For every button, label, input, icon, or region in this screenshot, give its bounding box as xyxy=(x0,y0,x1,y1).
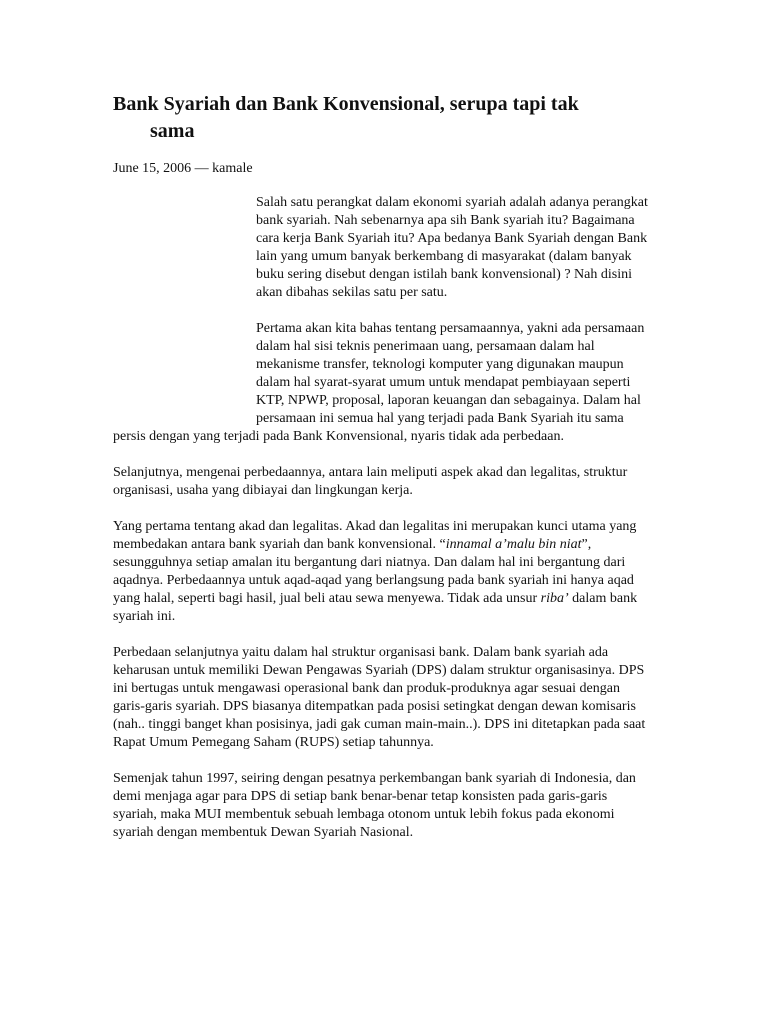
article-byline: June 15, 2006 — kamale xyxy=(113,161,253,176)
paragraph-similarities: Pertama akan kita bahas tentang persamaannya, yakni ada persamaan dalam hal sisi teknis penerimaan uang, persamaan dalam hal mekanisme transfer, teknologi komputer yang digunakan maupun dalam hal syarat-syarat umum untuk mendapat pembiayaan seperti KTP, NPWP, proposal, laporan keuangan dan sebagainya. Dalam hal persamaan ini semua hal yang terjadi pada Bank Syariah itu sama persis dengan yang terjadi pada Bank Konvensional, nyaris tidak ada perbedaan. xyxy=(113,321,645,444)
article-title: Bank Syariah dan Bank Konvensional, serupa tapi tak sama xyxy=(113,93,579,142)
akad-italic-phrase: innamal a’malu bin niat xyxy=(445,537,582,552)
image-placeholder xyxy=(113,194,256,420)
akad-text-c: ”, sesungguhnya setiap amalan itu bergantung dari niatnya. Dan dalam hal ini bergantung dari aqadnya. Perbedaannya untuk aqad-aqad yang berlangsung pada bank syariah ini hanya aqad yang halal, seperti bagi hasil, jual beli atau sewa menyewa. Tidak ada unsur xyxy=(113,537,634,606)
paragraph-akad-legalitas xyxy=(113,518,653,626)
akad-text-a: Yang pertama tentang akad dan legalitas. Akad dan legalitas ini merupakan kunci utama yang membedakan antara bank syariah dan bank konvensional. “ xyxy=(113,519,637,552)
paragraph-intro: Salah satu perangkat dalam ekonomi syariah adalah adanya perangkat bank syariah. Nah sebenarnya apa sih Bank syariah itu? Bagaimana cara kerja Bank Syariah itu? Apa bedanya Bank Syariah dengan Bank lain yang umum banyak berkembang di masyarakat (dalam banyak buku sering disebut dengan istilah bank konvensional) ? Nah disini akan dibahas sekilas satu per satu. xyxy=(256,195,648,300)
riba-italic-word: riba’ xyxy=(540,591,569,606)
paragraph-differences-overview: Selanjutnya, mengenai perbedaannya, antara lain meliputi aspek akad dan legalitas, struktur organisasi, usaha yang dibiayai dan lingkungan kerja. xyxy=(113,465,628,498)
paragraph-dewan-syariah-nasional: Semenjak tahun 1997, seiring dengan pesatnya perkembangan bank syariah di Indonesia, dan demi menjaga agar para DPS di setiap bank benar-benar tetap konsisten pada garis-garis syariah, maka MUI membentuk sebuah lembaga otonom untuk lebih fokus pada ekonomi syariah dengan membentuk Dewan Syariah Nasional. xyxy=(113,771,636,840)
paragraph-struktur-organisasi: Perbedaan selanjutnya yaitu dalam hal struktur organisasi bank. Dalam bank syariah ada keharusan untuk memiliki Dewan Pengawas Syariah (DPS) dalam struktur organisasinya. DPS ini bertugas untuk mengawasi operasional bank dan produk-produknya agar sesuai dengan garis-garis syariah. DPS biasanya ditempatkan pada posisi setingkat dengan dewan komisaris (nah.. tinggi banget khan posisinya, jadi gak cuman main-main..). DPS ini ditetapkan pada saat Rapat Umum Pemegang Saham (RUPS) setiap tahunnya. xyxy=(113,645,646,750)
article-body xyxy=(113,194,653,860)
akad-text-e: dalam bank syariah ini. xyxy=(113,591,638,624)
